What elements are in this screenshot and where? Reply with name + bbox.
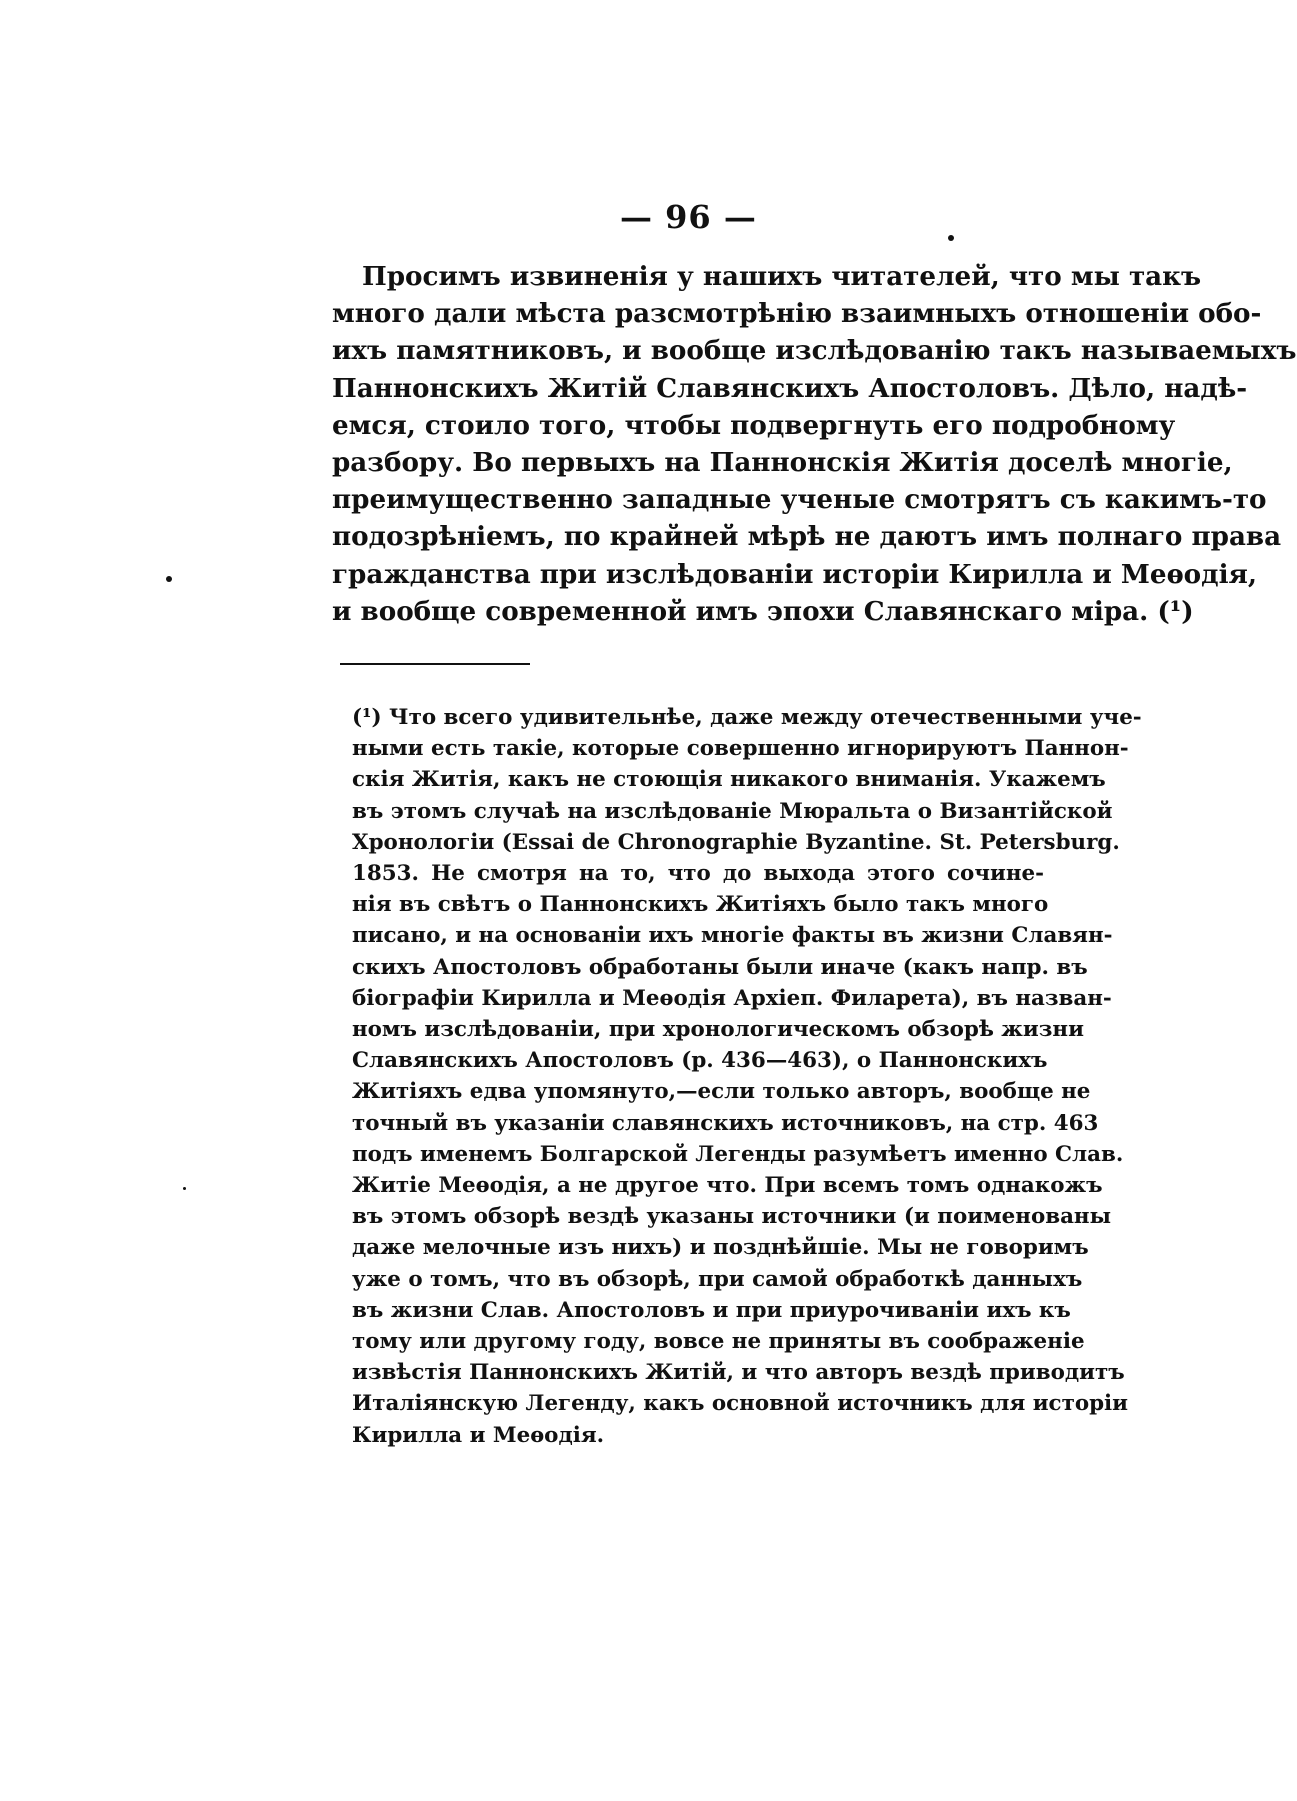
page-number: — 96 —: [620, 198, 757, 236]
footnote-line: Житіяхъ едва упомянуто,—если только авторъ, вообще не: [352, 1079, 1091, 1105]
footnote-line: точный въ указаніи славянскихъ источниковъ, на стр. 463: [352, 1110, 1099, 1136]
footnote-line: Италіянскую Легенду, какъ основной источникъ для исторіи: [352, 1391, 1129, 1417]
footnote-line: Славянскихъ Апостоловъ (р. 436—463), о Паннонскихъ: [352, 1048, 1048, 1074]
footnote-line: уже о томъ, что въ обзорѣ, при самой обработкѣ данныхъ: [352, 1266, 1083, 1292]
footnote-line: ными есть такіе, которые совершенно игнорируютъ Паннон-: [352, 736, 1129, 762]
footnote-line: извѣстія Паннонскихъ Житій, и что авторъ вездѣ приводитъ: [352, 1360, 1125, 1386]
main-paragraph: [332, 258, 1297, 630]
text-line: Просимъ извиненія у нашихъ читателей, что мы такъ: [362, 261, 1202, 292]
text-line: преимущественно западные ученые смотрятъ съ какимъ-то: [332, 484, 1267, 516]
footnote-line: даже мелочные изъ нихъ) и позднѣйшіе. Мы не говоримъ: [352, 1235, 1089, 1261]
footnote-line: біографіи Кирилла и Меѳодія Архіеп. Филарета), въ назван-: [352, 985, 1112, 1011]
footnote-line: скихъ Апостоловъ обработаны были иначе (какъ напр. въ: [352, 954, 1088, 980]
footnote-line: подъ именемъ Болгарской Легенды разумѣетъ именно Слав.: [352, 1141, 1124, 1167]
footnote-line: (¹) Что всего удивительнѣе, даже между отечественными уче-: [352, 705, 1142, 730]
footnote-line: скія Житія, какъ не стоющія никакого вниманія. Укажемъ: [352, 767, 1106, 793]
footnote-line: Кирилла и Меѳодія.: [352, 1422, 605, 1448]
text-line: разбору. Во первыхъ на Паннонскія Житія доселѣ многіе,: [332, 447, 1233, 479]
footnote-line: Хронологіи (Essai de Chronographie Byzantine. St. Petersburg.: [352, 829, 1120, 855]
print-speck: [183, 1187, 186, 1190]
footnote-line: Житіе Меѳодія, а не другое что. При всемъ томъ однакожъ: [352, 1173, 1103, 1199]
footnote-divider: [340, 663, 530, 665]
text-line: гражданства при изслѣдованіи исторіи Кирилла и Меѳодія,: [332, 558, 1257, 590]
print-speck: [948, 235, 954, 241]
footnote-line: въ этомъ обзорѣ вездѣ указаны источники (и поименованы: [352, 1204, 1112, 1230]
footnote-line: писано, и на основаніи ихъ многіе факты въ жизни Славян-: [352, 923, 1113, 949]
text-line: емся, стоило того, чтобы подвергнуть его подробному: [332, 409, 1176, 441]
print-speck: [166, 576, 172, 582]
footnote-line: въ этомъ случаѣ на изслѣдованіе Мюральта о Византійской: [352, 798, 1113, 824]
footnote-line: тому или другому году, вовсе не приняты въ соображеніе: [352, 1329, 1085, 1355]
text-line: много дали мѣста разсмотрѣнію взаимныхъ отношеніи обо-: [332, 298, 1262, 330]
footnote-line: номъ изслѣдованіи, при хронологическомъ обзорѣ жизни: [352, 1017, 1084, 1043]
footnote-line: нія въ свѣтъ о Паннонскихъ Житіяхъ было такъ много: [352, 892, 1049, 918]
text-line: Паннонскихъ Житій Славянскихъ Апостоловъ. Дѣло, надѣ-: [332, 372, 1248, 404]
text-line: и вообще современной имъ эпохи Славянскаго міра. (¹): [332, 595, 1194, 627]
text-line: ихъ памятниковъ, и вообще изслѣдованію такъ называемыхъ: [332, 335, 1297, 367]
text-line: подозрѣніемъ, по крайней мѣрѣ не даютъ имъ полнаго права: [332, 521, 1282, 553]
footnote-line: 1853. Не смотря на то, что до выхода этого сочине-: [352, 861, 1044, 887]
footnote-line: въ жизни Слав. Апостоловъ и при приурочиваніи ихъ къ: [352, 1297, 1071, 1323]
footnote: [352, 702, 1142, 1451]
